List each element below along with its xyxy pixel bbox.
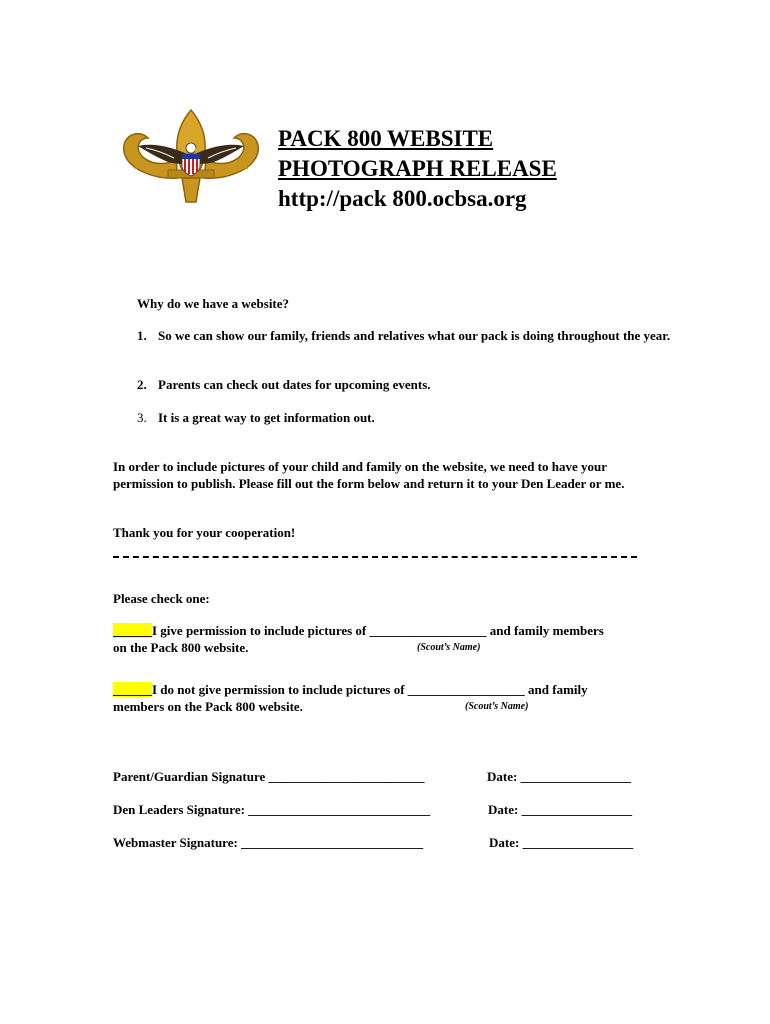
scout-name-caption: (Scout’s Name): [465, 701, 529, 712]
permission-option-give: [113, 622, 604, 639]
parent-date-line[interactable]: Date: _________________: [487, 769, 632, 784]
title-line-1: PACK 800 WEBSITE: [278, 126, 494, 151]
list-number: 2.: [137, 377, 147, 392]
checkbox-blank-deny[interactable]: ______: [113, 682, 152, 697]
svg-text:★: ★: [132, 159, 143, 173]
thank-you-text: Thank you for your cooperation!: [113, 525, 296, 540]
list-text: It is a great way to get information out.: [158, 410, 375, 425]
den-leader-signature-line[interactable]: Den Leaders Signature: ____________________________: [113, 802, 431, 817]
list-number: 1.: [137, 328, 147, 343]
option-deny-line1: I do not give permission to include pictures of __________________ and family: [152, 682, 588, 697]
cut-line-divider: [113, 556, 637, 558]
permission-paragraph: In order to include pictures of your child and family on the website, we need to have your permission to publish. Please fill out the form below and return it to your Den Leader or me.: [113, 459, 625, 491]
list-number: 3.: [137, 410, 147, 425]
permission-option-deny: [113, 681, 588, 698]
option-give-line1: I give permission to include pictures of __________________ and family members: [152, 623, 604, 638]
list-text: Parents can check out dates for upcoming events.: [158, 377, 431, 392]
option-deny-line2: members on the Pack 800 website.: [113, 699, 303, 714]
boy-scouts-fleur-de-lis-logo: [116, 108, 266, 208]
scout-name-caption: (Scout’s Name): [417, 642, 481, 653]
den-leader-date-line[interactable]: Date: _________________: [488, 802, 633, 817]
checkbox-blank-give[interactable]: ______: [113, 623, 152, 638]
parent-signature-line[interactable]: Parent/Guardian Signature ________________________: [113, 769, 425, 784]
title-line-2: PHOTOGRAPH RELEASE: [278, 156, 557, 181]
check-one-label: Please check one:: [113, 591, 210, 606]
list-text: So we can show our family, friends and relatives what our pack is doing throughout the year.: [158, 328, 671, 343]
website-question: Why do we have a website?: [137, 296, 290, 311]
webmaster-date-line[interactable]: Date: _________________: [489, 835, 634, 850]
option-give-line2: on the Pack 800 website.: [113, 640, 249, 655]
webmaster-signature-line[interactable]: Webmaster Signature: ____________________________: [113, 835, 424, 850]
website-url: http://pack 800.ocbsa.org: [278, 186, 527, 211]
svg-text:★: ★: [240, 159, 251, 173]
